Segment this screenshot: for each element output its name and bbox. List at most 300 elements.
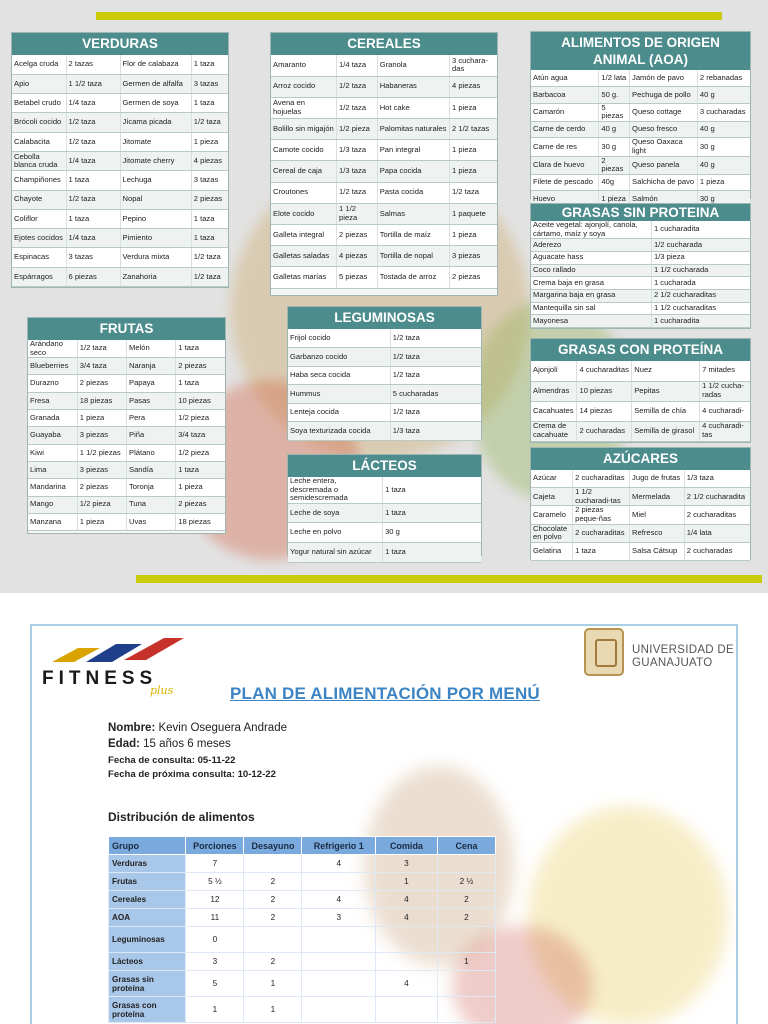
table-cell: Ajonjolí — [531, 361, 577, 381]
table-row — [28, 427, 225, 444]
table-cell: Germen de soya — [120, 94, 191, 113]
table-cell: 1/4 taza — [66, 151, 120, 170]
group-cell: Leguminosas — [109, 927, 186, 953]
frutas-panel — [27, 317, 226, 534]
grasas-con-proteina-panel — [530, 338, 751, 443]
table-row — [531, 121, 750, 138]
table-cell: 1 taza — [191, 55, 228, 74]
fitness-logo — [38, 632, 198, 702]
table-row — [531, 315, 750, 328]
table-row — [12, 132, 228, 151]
table-row — [109, 953, 496, 971]
table-cell: 1/2 pieza — [77, 496, 126, 513]
table-cell: 4 cucharadi-tas — [700, 421, 750, 441]
table-cell: Brócoli cocido — [12, 113, 66, 132]
table-row — [531, 239, 750, 252]
table-cell: 1 taza — [383, 477, 481, 503]
table-row — [531, 381, 750, 401]
table-cell: Soya texturizada cocida — [288, 422, 390, 441]
table-row — [271, 76, 497, 97]
table-cell: Lima — [28, 461, 77, 478]
table-cell: 3 piezas — [77, 461, 126, 478]
table-row — [12, 113, 228, 132]
azucares-panel — [530, 447, 751, 560]
table-cell: 3 tazas — [66, 248, 120, 267]
column-header: Porciones — [186, 837, 244, 855]
table-cell: 1 1/2 cucharadi-tas — [573, 488, 630, 506]
equivalence-table — [531, 70, 750, 208]
table-cell: Piña — [127, 427, 176, 444]
table-cell: 2 piezas — [77, 375, 126, 392]
table-cell: Espárragos — [12, 267, 66, 286]
table-cell: Jitomate — [120, 132, 191, 151]
table-cell: 2 piezas — [77, 479, 126, 496]
column-header: Refrigerio 1 — [302, 837, 376, 855]
panel-title: GRASAS CON PROTEÍNA — [531, 339, 750, 361]
table-cell: Pepino — [120, 209, 191, 228]
table-cell: 1 1/2 cucha-radas — [700, 381, 750, 401]
table-cell: 4 cucharadi- — [700, 401, 750, 421]
table-cell: 4 cucharaditas — [577, 361, 632, 381]
table-cell: Pechuga de pollo — [630, 87, 698, 104]
table-cell: Pera — [127, 410, 176, 427]
table-cell: 2 piezas — [176, 358, 225, 375]
table-row — [531, 470, 750, 488]
table-cell: 1/2 cucharada — [651, 239, 750, 252]
panel-title: CEREALES — [271, 33, 497, 55]
table-row — [271, 225, 497, 246]
table-cell: 1 cucharadita — [651, 221, 750, 239]
table-row — [288, 385, 481, 404]
table-cell: 1 1/2 cucharada — [651, 264, 750, 277]
table-cell: 1/3 taza — [390, 422, 481, 441]
table-cell: Margarina baja en grasa — [531, 289, 651, 302]
portion-cell: 3 — [302, 909, 376, 927]
consult-date: Fecha de consulta: 05-11-22 — [108, 755, 236, 766]
table-cell: Carne de res — [531, 138, 599, 156]
portion-cell — [302, 953, 376, 971]
table-cell: 1/2 taza — [191, 248, 228, 267]
table-cell: Naranja — [127, 358, 176, 375]
table-cell: 1 1/2 pieza — [337, 203, 378, 224]
table-cell: Queso cottage — [630, 103, 698, 121]
table-cell: 1 taza — [191, 229, 228, 248]
table-row — [288, 329, 481, 348]
table-cell: 1 taza — [191, 94, 228, 113]
distribution-table — [108, 836, 496, 1023]
group-cell: AOA — [109, 909, 186, 927]
panel-title: LÁCTEOS — [288, 455, 481, 477]
table-cell: 2 tazas — [66, 55, 120, 74]
table-cell: Nuez — [632, 361, 700, 381]
distribution-title: Distribución de alimentos — [108, 810, 255, 824]
table-row — [288, 422, 481, 441]
table-cell: Huevo — [531, 191, 599, 208]
table-cell: 10 piezas — [176, 392, 225, 409]
table-row — [28, 392, 225, 409]
table-cell: 1/2 taza — [337, 76, 378, 97]
table-cell: 40 g — [697, 87, 750, 104]
table-row — [12, 74, 228, 93]
portion-cell: 3 — [376, 855, 438, 873]
table-row — [531, 103, 750, 121]
table-cell: 2 piezas — [450, 267, 497, 288]
meal-plan-document — [30, 624, 738, 1024]
table-row — [531, 506, 750, 524]
table-cell: 1/3 taza — [337, 161, 378, 182]
portion-cell — [437, 971, 495, 997]
table-cell: Lenteja cocida — [288, 403, 390, 422]
table-cell: Aceite vegetal: ajonjolí, canola, cártamo, maíz y soya — [531, 221, 651, 239]
table-cell: Plátano — [127, 444, 176, 461]
group-cell: Grasas con proteína — [109, 997, 186, 1023]
table-cell: 1/2 pieza — [176, 410, 225, 427]
table-row — [271, 97, 497, 118]
table-cell: Amaranto — [271, 55, 337, 76]
table-row — [109, 909, 496, 927]
table-cell: Zanahoria — [120, 267, 191, 286]
logo-wordmark: FITNESS — [42, 668, 158, 689]
university-logo — [584, 628, 734, 684]
table-cell: Camarón — [531, 103, 599, 121]
table-cell: Azúcar — [531, 470, 573, 488]
table-row — [288, 366, 481, 385]
portion-cell: 2 — [244, 891, 302, 909]
university-name: UNIVERSIDAD DE GUANAJUATO — [632, 644, 734, 669]
table-cell: 10 piezas — [577, 381, 632, 401]
table-cell: Chocolate en polvo — [531, 524, 573, 542]
table-cell: Galleta integral — [271, 225, 337, 246]
table-cell: Apio — [12, 74, 66, 93]
table-cell: 1/2 taza — [337, 182, 378, 203]
table-cell: Kiwi — [28, 444, 77, 461]
table-cell: 1/2 taza — [337, 97, 378, 118]
table-cell: Arroz cocido — [271, 76, 337, 97]
table-cell: 1/4 taza — [66, 94, 120, 113]
table-cell: Calabacita — [12, 132, 66, 151]
table-row — [271, 267, 497, 288]
table-cell: 30 g — [697, 138, 750, 156]
table-cell: Manzana — [28, 513, 77, 530]
table-cell: 1/2 taza — [390, 348, 481, 367]
table-cell: 50 g. — [599, 87, 630, 104]
table-cell: Sandía — [127, 461, 176, 478]
next-consult-date: Fecha de próxima consulta: 10-12-22 — [108, 769, 276, 780]
table-cell: 18 piezas — [176, 513, 225, 530]
table-row — [28, 496, 225, 513]
table-cell: Frijol cocido — [288, 329, 390, 348]
table-row — [109, 891, 496, 909]
portion-cell: 7 — [186, 855, 244, 873]
table-row — [12, 94, 228, 113]
portion-cell: 1 — [376, 873, 438, 891]
table-cell: Hummus — [288, 385, 390, 404]
table-cell: 7 mitades — [700, 361, 750, 381]
leguminosas-panel — [287, 306, 482, 440]
table-row — [12, 267, 228, 286]
table-row — [531, 302, 750, 315]
table-cell: 30 g — [383, 523, 481, 543]
table-row — [271, 203, 497, 224]
portion-cell: 0 — [186, 927, 244, 953]
table-row — [28, 375, 225, 392]
table-cell: 1/3 taza — [684, 470, 750, 488]
portion-cell: 4 — [376, 971, 438, 997]
table-cell: Pasas — [127, 392, 176, 409]
table-cell: 1/2 taza — [390, 366, 481, 385]
table-cell: 40 g — [599, 121, 630, 138]
table-cell: Croutones — [271, 182, 337, 203]
table-cell: 3/4 taza — [77, 358, 126, 375]
table-cell: Queso fresco — [630, 121, 698, 138]
table-cell: 1/2 taza — [390, 329, 481, 348]
table-cell: 1/4 taza — [337, 55, 378, 76]
table-cell: 2 1/2 cucharadita — [684, 488, 750, 506]
portion-cell: 1 — [186, 997, 244, 1023]
equivalence-table — [12, 55, 228, 287]
table-cell: Aguacate hass — [531, 251, 651, 264]
table-cell: Guayaba — [28, 427, 77, 444]
table-cell: Haba seca cocida — [288, 366, 390, 385]
table-row — [271, 182, 497, 203]
panel-title: GRASAS SIN PROTEINA — [531, 204, 750, 221]
table-cell: Semilla de chía — [632, 401, 700, 421]
table-cell: Galletas saladas — [271, 246, 337, 267]
table-cell: Arándano seco — [28, 340, 77, 358]
cereales-panel — [270, 32, 498, 296]
portion-cell: 2 — [244, 909, 302, 927]
table-cell: 30 g — [697, 191, 750, 208]
table-cell: 2 cucharaditas — [573, 470, 630, 488]
table-cell: Crema de cacahuate — [531, 421, 577, 441]
table-cell: 1 cucharada — [651, 277, 750, 290]
table-cell: Miel — [630, 506, 685, 524]
table-cell: 1/4 lata — [684, 524, 750, 542]
table-cell: Mantequilla sin sal — [531, 302, 651, 315]
table-cell: Refresco — [630, 524, 685, 542]
table-cell: 40 g — [697, 156, 750, 174]
table-cell: Cereal de caja — [271, 161, 337, 182]
table-cell: 2 piezas — [191, 190, 228, 209]
table-row — [531, 277, 750, 290]
table-cell: 1 1/2 cucharaditas — [651, 302, 750, 315]
table-row — [288, 503, 481, 523]
table-cell: Cebolla blanca cruda — [12, 151, 66, 170]
table-cell: Jitomate cherry — [120, 151, 191, 170]
portion-cell: 2 — [437, 891, 495, 909]
portion-cell — [302, 873, 376, 891]
table-row — [288, 477, 481, 503]
table-cell: 2 piezas peque-ñas — [573, 506, 630, 524]
table-row — [28, 461, 225, 478]
panel-title: LEGUMINOSAS — [288, 307, 481, 329]
equivalence-table — [531, 221, 750, 328]
table-cell: Queso Oaxaca light — [630, 138, 698, 156]
plan-title: PLAN DE ALIMENTACIÓN POR MENÚ — [230, 684, 540, 703]
table-row — [12, 151, 228, 170]
table-cell: Hot cake — [377, 97, 449, 118]
table-cell: 5 cucharadas — [390, 385, 481, 404]
portion-cell: 2 — [437, 909, 495, 927]
table-cell: 1 taza — [66, 209, 120, 228]
table-row — [12, 209, 228, 228]
table-cell: 5 piezas — [599, 103, 630, 121]
table-cell: Salsa Cátsup — [630, 542, 685, 560]
table-cell: 4 piezas — [450, 76, 497, 97]
portion-cell: 1 — [244, 997, 302, 1023]
table-cell: 1 pieza — [450, 97, 497, 118]
group-cell: Lácteos — [109, 953, 186, 971]
table-row — [12, 171, 228, 190]
table-row — [288, 403, 481, 422]
table-row — [531, 264, 750, 277]
table-cell: 3 tazas — [191, 171, 228, 190]
table-row — [531, 251, 750, 264]
panel-title: AZÚCARES — [531, 448, 750, 470]
table-cell: Garbanzo cocido — [288, 348, 390, 367]
table-cell: Germen de alfalfa — [120, 74, 191, 93]
portion-cell — [376, 927, 438, 953]
table-cell: Verdura mixta — [120, 248, 191, 267]
table-cell: 1 pieza — [450, 161, 497, 182]
table-cell: Melón — [127, 340, 176, 358]
portion-cell: 4 — [376, 891, 438, 909]
table-cell: 1 1/2 taza — [66, 74, 120, 93]
table-row — [12, 55, 228, 74]
table-row — [28, 479, 225, 496]
portion-cell: 5 ½ — [186, 873, 244, 891]
table-row — [531, 488, 750, 506]
table-cell: 3 cuchara-das — [450, 55, 497, 76]
table-cell: 1 taza — [66, 171, 120, 190]
patient-name: Nombre: Kevin Oseguera Andrade — [108, 722, 287, 734]
logo-stripes-icon — [38, 632, 198, 672]
table-row — [28, 410, 225, 427]
table-cell: Granada — [28, 410, 77, 427]
logo-subtitle: plus — [150, 684, 174, 697]
table-row — [271, 161, 497, 182]
table-row — [531, 87, 750, 104]
table-cell: Clara de huevo — [531, 156, 599, 174]
table-cell: Leche en polvo — [288, 523, 383, 543]
portion-cell: 12 — [186, 891, 244, 909]
table-cell: 1 taza — [176, 461, 225, 478]
table-cell: 6 piezas — [66, 267, 120, 286]
table-cell: 1 pieza — [599, 191, 630, 208]
table-cell: 1/2 lata — [599, 70, 630, 87]
yellow-divider-bottom — [136, 575, 762, 583]
equivalence-table — [28, 340, 225, 531]
patient-age: Edad: 15 años 6 meses — [108, 738, 231, 750]
table-cell: 2 cucharadas — [684, 542, 750, 560]
table-cell: 3 piezas — [450, 246, 497, 267]
table-cell: 1 pieza — [450, 140, 497, 161]
table-cell: Jícama picada — [120, 113, 191, 132]
table-cell: Leche entera, descremada o semidescremada — [288, 477, 383, 503]
university-seal-icon — [584, 628, 624, 676]
table-cell: Granola — [377, 55, 449, 76]
table-cell: 1 taza — [176, 375, 225, 392]
table-cell: Salmas — [377, 203, 449, 224]
table-cell: 1/2 taza — [66, 132, 120, 151]
equivalence-table — [531, 361, 750, 442]
table-cell: Uvas — [127, 513, 176, 530]
table-cell: 3 cucharadas — [697, 103, 750, 121]
table-row — [271, 246, 497, 267]
table-cell: Semilla de girasol — [632, 421, 700, 441]
table-cell: Jugo de frutas — [630, 470, 685, 488]
table-cell: Mermelada — [630, 488, 685, 506]
portion-cell: 4 — [302, 891, 376, 909]
table-row — [271, 55, 497, 76]
table-cell: 1 pieza — [176, 479, 225, 496]
table-cell: Flor de calabaza — [120, 55, 191, 74]
table-cell: 1/2 pieza — [337, 119, 378, 140]
portion-cell: 2 — [244, 873, 302, 891]
table-cell: Fresa — [28, 392, 77, 409]
group-cell: Cereales — [109, 891, 186, 909]
table-cell: Yogur natural sin azúcar — [288, 542, 383, 562]
portion-cell — [437, 997, 495, 1023]
table-cell: Salmón — [630, 191, 698, 208]
table-row — [531, 70, 750, 87]
table-cell: 3/4 taza — [176, 427, 225, 444]
table-cell: 1/2 taza — [191, 113, 228, 132]
table-row — [271, 140, 497, 161]
equivalence-table — [288, 477, 481, 563]
table-cell: Aderezo — [531, 239, 651, 252]
table-cell: Toronja — [127, 479, 176, 496]
equivalence-table — [271, 55, 497, 289]
portion-cell — [244, 927, 302, 953]
table-cell: 40 g — [697, 121, 750, 138]
table-cell: Leche de soya — [288, 503, 383, 523]
group-cell: Grasas sin proteína — [109, 971, 186, 997]
portion-cell — [302, 997, 376, 1023]
equivalence-table — [531, 470, 750, 561]
table-row — [109, 997, 496, 1023]
table-cell: 1 pieza — [77, 513, 126, 530]
equivalence-table — [288, 329, 481, 441]
table-row — [28, 340, 225, 358]
column-header: Cena — [437, 837, 495, 855]
table-cell: 1 pieza — [191, 132, 228, 151]
table-cell: Pan integral — [377, 140, 449, 161]
table-cell: 1 pieza — [77, 410, 126, 427]
table-row — [531, 361, 750, 381]
table-cell: Champiñones — [12, 171, 66, 190]
table-cell: Jamón de pavo — [630, 70, 698, 87]
table-cell: Tostada de arroz — [377, 267, 449, 288]
table-row — [109, 971, 496, 997]
portion-cell — [302, 971, 376, 997]
table-cell: 1/2 taza — [66, 113, 120, 132]
table-cell: 1 taza — [383, 542, 481, 562]
portion-cell: 1 — [244, 971, 302, 997]
table-cell: Atún agua — [531, 70, 599, 87]
table-cell: Crema baja en grasa — [531, 277, 651, 290]
table-cell: Pasta cocida — [377, 182, 449, 203]
table-cell: 14 piezas — [577, 401, 632, 421]
table-row — [531, 401, 750, 421]
table-cell: Palomitas naturales — [377, 119, 449, 140]
table-row — [288, 523, 481, 543]
table-row — [531, 542, 750, 560]
table-row — [288, 348, 481, 367]
table-cell: Mandarina — [28, 479, 77, 496]
table-cell: 1/2 taza — [77, 340, 126, 358]
table-row — [531, 289, 750, 302]
